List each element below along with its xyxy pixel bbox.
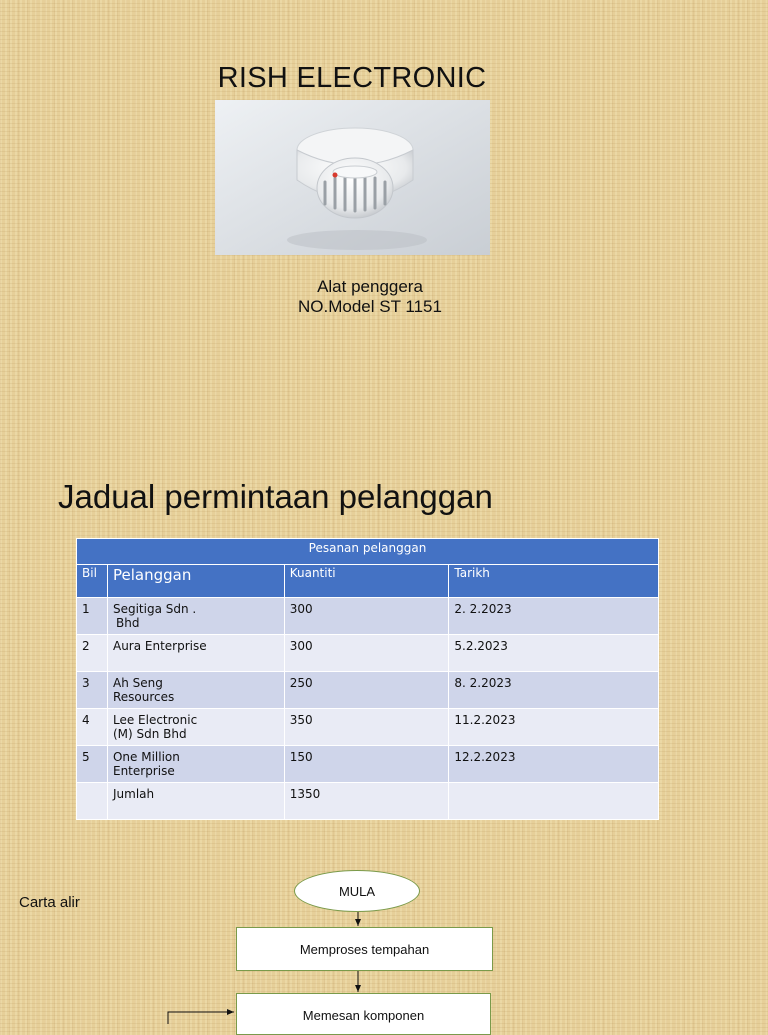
quantity: 350 bbox=[284, 709, 449, 746]
quantity: 150 bbox=[284, 746, 449, 783]
company-title: RISH ELECTRONIC bbox=[217, 62, 487, 94]
order-date: 11.2.2023 bbox=[449, 709, 659, 746]
customer-name-line: One Million bbox=[112, 750, 180, 764]
quantity: 300 bbox=[284, 598, 449, 635]
connector-loop-to-step2 bbox=[168, 1012, 234, 1024]
quantity: 300 bbox=[284, 635, 449, 672]
customer-name-line: Resources bbox=[112, 690, 175, 704]
column-header-tarikh: Tarikh bbox=[449, 565, 659, 598]
flowchart-label: Carta alir bbox=[19, 894, 80, 911]
order-date: 12.2.2023 bbox=[449, 746, 659, 783]
customer-name-line: Lee Electronic bbox=[112, 713, 198, 727]
customer-name-line: Bhd bbox=[115, 616, 140, 630]
customer-name-line: Aura Enterprise bbox=[112, 639, 207, 653]
order-date: 8. 2.2023 bbox=[449, 672, 659, 709]
quantity: 250 bbox=[284, 672, 449, 709]
row-number: 1 bbox=[77, 598, 108, 635]
flowchart-process-node: Memesan komponen bbox=[236, 993, 491, 1035]
flowchart-start-node: MULA bbox=[294, 870, 420, 912]
row-number: 2 bbox=[77, 635, 108, 672]
customer-name-line: (M) Sdn Bhd bbox=[112, 727, 187, 741]
row-number: 4 bbox=[77, 709, 108, 746]
customer-name-line: Enterprise bbox=[112, 764, 175, 778]
order-date: 2. 2.2023 bbox=[449, 598, 659, 635]
total-label: Jumlah bbox=[107, 783, 284, 820]
table-caption: Pesanan pelanggan bbox=[77, 539, 659, 565]
row-number: 5 bbox=[77, 746, 108, 783]
column-header-bil: Bil bbox=[77, 565, 108, 598]
column-header-kuantiti: Kuantiti bbox=[284, 565, 449, 598]
product-model-number: NO.Model ST 1151 bbox=[298, 297, 442, 316]
order-date: 5.2.2023 bbox=[449, 635, 659, 672]
column-header-pelanggan: Pelanggan bbox=[107, 565, 284, 598]
total-quantity: 1350 bbox=[284, 783, 449, 820]
row-number: 3 bbox=[77, 672, 108, 709]
customer-name-line: Segitiga Sdn . bbox=[112, 602, 197, 616]
product-name: Alat penggera bbox=[317, 277, 423, 296]
customer-name-line: Ah Seng bbox=[112, 676, 163, 690]
flowchart-process-node: Memproses tempahan bbox=[236, 927, 493, 971]
table-heading: Jadual permintaan pelanggan bbox=[58, 478, 493, 515]
